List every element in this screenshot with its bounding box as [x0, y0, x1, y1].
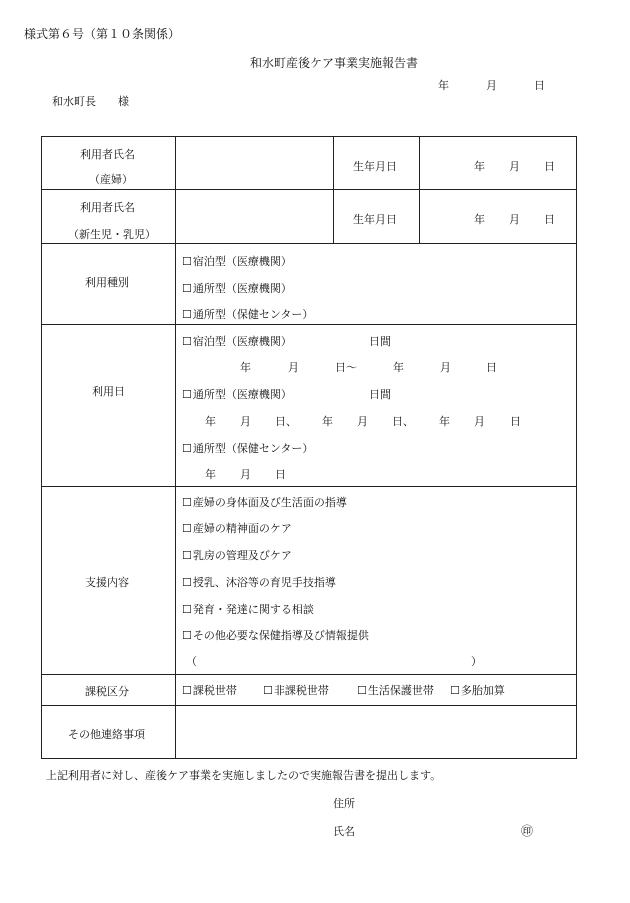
infant-name-label: 利用者氏名 [80, 201, 135, 214]
date-day-label: 日 [534, 79, 545, 92]
checkbox-icon[interactable]: ☐ [182, 603, 192, 616]
row-divider [42, 189, 576, 190]
daycare-date1-day: 日、 [275, 415, 297, 428]
mother-name-sublabel: （産婦） [89, 173, 133, 186]
infant-birth-day: 日 [544, 213, 555, 226]
checkbox-icon[interactable]: ☐ [182, 388, 192, 401]
date-year-label: 年 [438, 79, 449, 92]
checkbox-icon[interactable]: ☐ [182, 629, 192, 642]
usage-date-label: 利用日 [92, 385, 125, 398]
usage-type-label: 利用種別 [85, 276, 129, 289]
checkbox-icon[interactable]: ☐ [357, 684, 367, 697]
checkbox-icon[interactable]: ☐ [182, 255, 192, 268]
other-notes-field[interactable] [176, 708, 574, 756]
seal-icon: ㊞ [521, 824, 534, 838]
support-option[interactable]: ☐産婦の精神面のケア [182, 522, 292, 535]
support-option[interactable]: ☐産婦の身体面及び生活面の指導 [182, 496, 347, 509]
usage-type-option[interactable]: ☐通所型（保健センター） [182, 308, 314, 321]
address-label: 住所 [333, 797, 355, 810]
form-title: 和水町産後ケア事業実施報告書 [250, 56, 419, 70]
support-option[interactable]: ☐その他必要な保健指導及び情報提供 [182, 629, 369, 642]
support-label: 支援内容 [85, 576, 129, 589]
name-field[interactable] [360, 822, 510, 840]
daycare-date2-month: 月 [357, 415, 368, 428]
tax-label: 課税区分 [85, 685, 129, 698]
checkbox-icon[interactable]: ☐ [263, 684, 273, 697]
mother-birth-day: 日 [544, 160, 555, 173]
stay-end-year: 年 [393, 361, 404, 374]
mother-birth-year: 年 [474, 160, 485, 173]
stay-option[interactable]: ☐宿泊型（医療機関） [182, 335, 292, 348]
checkbox-icon[interactable]: ☐ [182, 576, 192, 589]
tax-option[interactable]: ☐生活保護世帯 [357, 684, 434, 697]
form-number: 様式第６号（第１０条関係） [24, 27, 181, 41]
checkbox-icon[interactable]: ☐ [182, 684, 192, 697]
statement: 上記利用者に対し、産後ケア事業を実施しましたので実施報告書を提出します。 [46, 769, 442, 782]
tax-option[interactable]: ☐課税世帯 [182, 684, 237, 697]
stay-start-year: 年 [240, 361, 251, 374]
daycare-center-day: 日 [275, 468, 286, 481]
stay-end-day: 日 [486, 361, 497, 374]
mother-birth-month: 月 [509, 160, 520, 173]
checkbox-icon[interactable]: ☐ [182, 549, 192, 562]
daycare-center-option[interactable]: ☐通所型（保健センター） [182, 442, 314, 455]
addressee: 和水町長 様 [52, 95, 129, 108]
infant-name-sublabel: （新生児・乳児） [68, 228, 156, 241]
usage-type-option[interactable]: ☐通所型（医療機関） [182, 282, 292, 295]
checkbox-icon[interactable]: ☐ [450, 684, 460, 697]
daycare-date1-year: 年 [205, 415, 216, 428]
stay-end-month: 月 [440, 361, 451, 374]
checkbox-icon[interactable]: ☐ [182, 308, 192, 321]
infant-name-field[interactable] [176, 200, 331, 240]
checkbox-icon[interactable]: ☐ [182, 522, 192, 535]
paren-open: （ [186, 655, 197, 668]
daycare-date2-year: 年 [322, 415, 333, 428]
checkbox-icon[interactable]: ☐ [182, 442, 192, 455]
row-divider [42, 324, 576, 325]
usage-type-option[interactable]: ☐宿泊型（医療機関） [182, 255, 292, 268]
paren-close: ） [471, 655, 482, 668]
tax-option[interactable]: ☐多胎加算 [450, 684, 505, 697]
checkbox-icon[interactable]: ☐ [182, 282, 192, 295]
mother-name-label: 利用者氏名 [80, 148, 135, 161]
mother-name-field[interactable] [176, 146, 331, 186]
row-divider [42, 674, 576, 675]
support-option[interactable]: ☐授乳、沐浴等の育児手技指導 [182, 576, 336, 589]
daycare-date2-day: 日、 [392, 415, 414, 428]
stay-start-day: 日〜 [335, 361, 357, 374]
mother-birth-label: 生年月日 [353, 160, 397, 173]
stay-days-label: 日間 [369, 335, 391, 348]
daycare-clinic-option[interactable]: ☐通所型（医療機関） [182, 388, 292, 401]
checkbox-icon[interactable]: ☐ [182, 335, 192, 348]
row-divider [42, 705, 576, 706]
support-other-field[interactable] [200, 652, 468, 670]
infant-birth-year: 年 [474, 213, 485, 226]
infant-birth-month: 月 [509, 213, 520, 226]
daycare-center-year: 年 [205, 468, 216, 481]
row-divider [42, 243, 576, 244]
date-month-label: 月 [486, 79, 497, 92]
daycare-date3-year: 年 [439, 415, 450, 428]
infant-birth-label: 生年月日 [353, 213, 397, 226]
support-option[interactable]: ☐発育・発達に関する相談 [182, 603, 314, 616]
daycare-clinic-days-label: 日間 [369, 388, 391, 401]
address-field[interactable] [360, 794, 550, 812]
checkbox-icon[interactable]: ☐ [182, 496, 192, 509]
name-label: 氏名 [333, 825, 355, 838]
tax-option[interactable]: ☐非課税世帯 [263, 684, 329, 697]
daycare-date1-month: 月 [240, 415, 251, 428]
stay-start-month: 月 [288, 361, 299, 374]
daycare-date3-day: 日 [510, 415, 521, 428]
row-divider [42, 486, 576, 487]
daycare-center-month: 月 [240, 468, 251, 481]
daycare-date3-month: 月 [474, 415, 485, 428]
column-divider [333, 137, 334, 243]
support-option[interactable]: ☐乳房の管理及びケア [182, 549, 292, 562]
other-label: その他連絡事項 [68, 728, 145, 741]
